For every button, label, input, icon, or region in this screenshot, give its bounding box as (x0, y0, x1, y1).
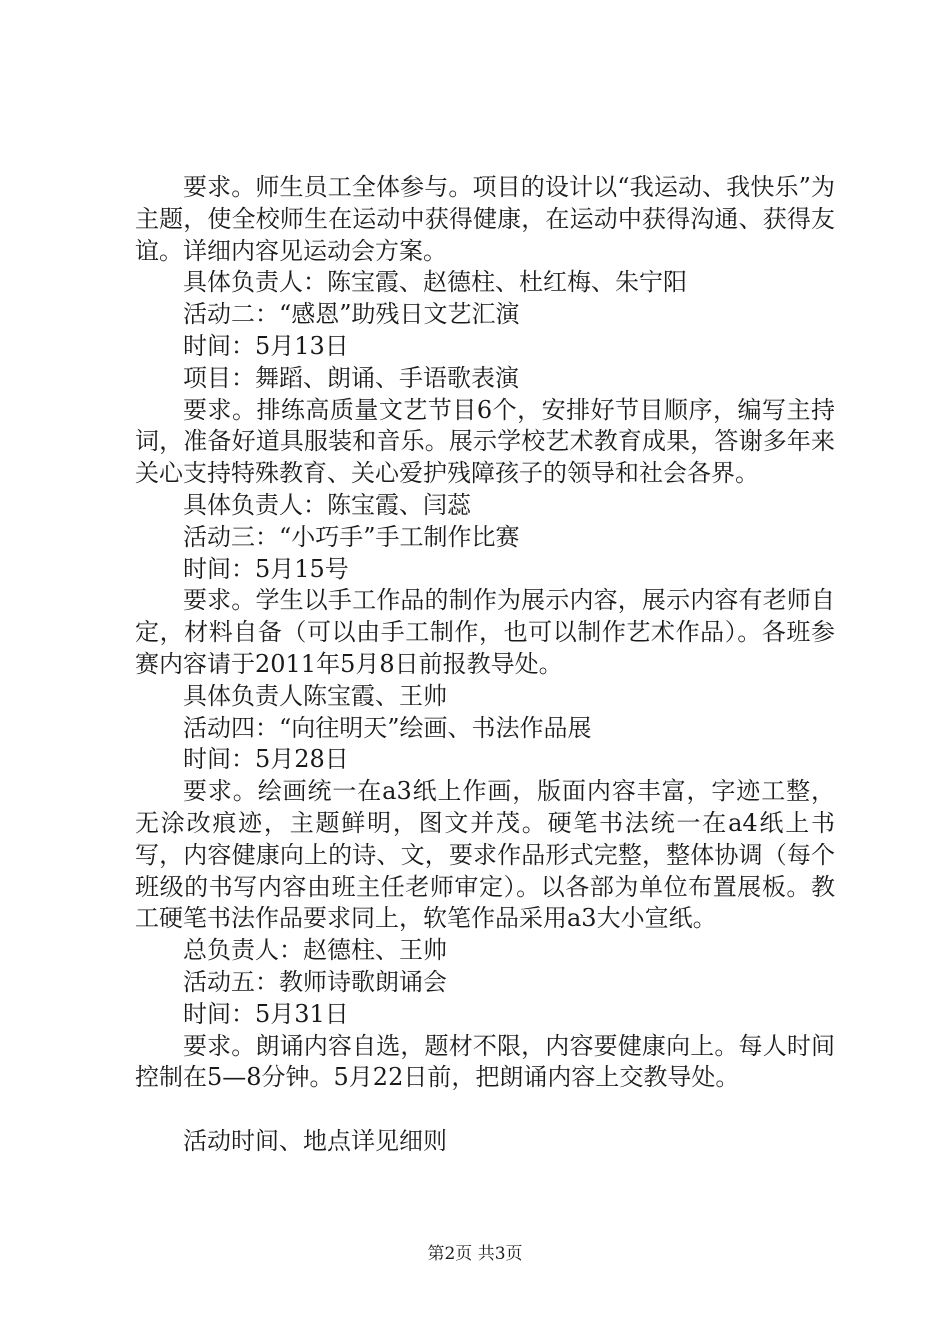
paragraph: 要求。排练高质量文艺节目6个，安排好节目顺序，编写主持词，准备好道具服装和音乐。展示学校艺术教育成果，答谢多年来关心支持特殊教育、关心爱护残障孩子的领导和社会各界。 (135, 395, 835, 488)
paragraph: 要求。学生以手工作品的制作为展示内容，展示内容有老师自定，材料自备（可以由手工制作，也可以制作艺术作品）。各班参赛内容请于2011年5月8日前报教导处。 (135, 586, 835, 678)
paragraph: 要求。绘画统一在a3纸上作画，版面内容丰富，字迹工整，无涂改痕迹，主题鲜明，图文并茂。硬笔书法统一在a4纸上书写，内容健康向上的诗、文，要求作品形式完整，整体协调（每个班级的书写内容由班主任老师审定）。以各部为单位布置展板。教工硬笔书法作品要求同上，软笔作品采用a3大小宣纸。 (135, 777, 835, 933)
document-body (135, 172, 835, 1158)
paragraph: 时间：5月13日 (183, 331, 349, 360)
closing-line: 活动时间、地点详见细则 (183, 1126, 447, 1155)
paragraph: 要求。朗诵内容自选，题材不限，内容要健康向上。每人时间控制在5—8分钟。5月22日前，把朗诵内容上交教导处。 (135, 1031, 835, 1092)
paragraph: 具体负责人陈宝霞、王帅 (183, 681, 447, 710)
paragraph: 要求。师生员工全体参与。项目的设计以“我运动、我快乐”为主题，使全校师生在运动中获得健康，在运动中获得沟通、获得友谊。详细内容见运动会方案。 (135, 173, 835, 265)
blank-line (135, 1094, 835, 1126)
activity-heading: 活动三：“小巧手”手工制作比赛 (183, 522, 520, 551)
activity-heading: 活动四：“向往明天”绘画、书法作品展 (183, 713, 592, 742)
paragraph: 时间：5月31日 (183, 999, 349, 1028)
paragraph: 时间：5月28日 (183, 745, 349, 774)
paragraph: 总负责人：赵德柱、王帅 (183, 936, 447, 965)
activity-heading: 活动二：“感恩”助残日文艺汇演 (183, 300, 520, 329)
activity-heading: 活动五：教师诗歌朗诵会 (183, 967, 447, 996)
paragraph: 项目：舞蹈、朗诵、手语歌表演 (183, 363, 519, 392)
page-number-footer: 第2页 共3页 (427, 1244, 523, 1264)
paragraph: 具体负责人：陈宝霞、赵德柱、杜红梅、朱宁阳 (183, 268, 687, 297)
paragraph: 具体负责人：陈宝霞、闫蕊 (183, 490, 471, 519)
paragraph: 时间：5月15号 (183, 554, 349, 583)
